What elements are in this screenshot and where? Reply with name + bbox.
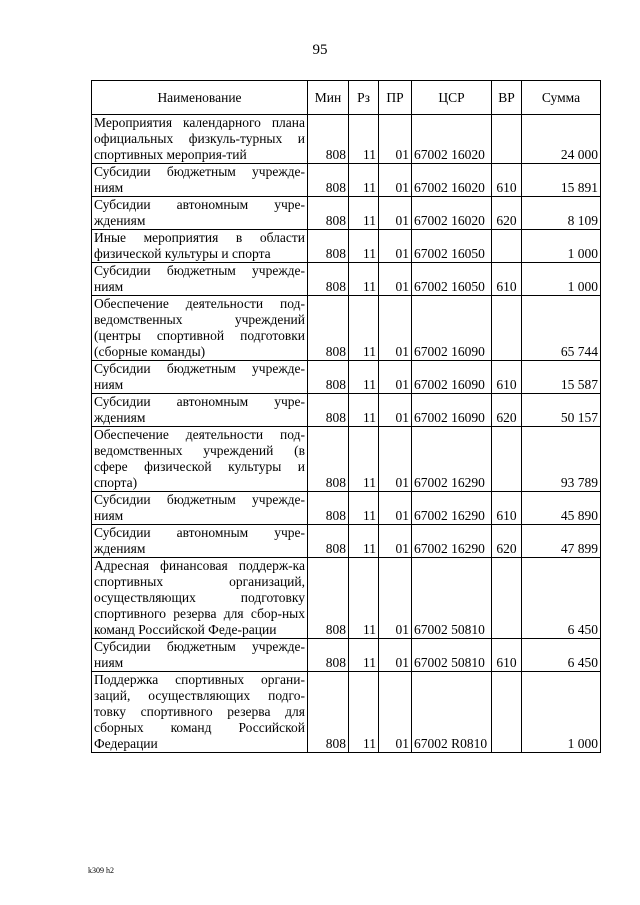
row-pr: 01	[379, 672, 412, 753]
row-rz: 11	[349, 115, 379, 164]
row-name: Субсидии бюджетным учрежде-ниям	[92, 639, 308, 672]
row-vr: 620	[492, 394, 522, 427]
row-min: 808	[308, 197, 349, 230]
row-pr: 01	[379, 197, 412, 230]
header-min: Мин	[308, 81, 349, 115]
row-rz: 11	[349, 427, 379, 492]
row-name: Поддержка спортивных органи-заций, осуществляющих подго-товку спортивного резерва для сборных команд Российской Федерации	[92, 672, 308, 753]
row-name: Субсидии бюджетным учрежде-ниям	[92, 492, 308, 525]
row-sum: 6 450	[522, 639, 601, 672]
table-row	[92, 672, 601, 753]
row-sum: 1 000	[522, 263, 601, 296]
row-csr: 67002 16090	[412, 296, 492, 361]
table-row	[92, 492, 601, 525]
header-rz: Рз	[349, 81, 379, 115]
row-min: 808	[308, 115, 349, 164]
row-sum: 8 109	[522, 197, 601, 230]
row-pr: 01	[379, 164, 412, 197]
row-rz: 11	[349, 672, 379, 753]
header-name: Наименование	[92, 81, 308, 115]
row-rz: 11	[349, 492, 379, 525]
row-name: Субсидии автономным учре-ждениям	[92, 197, 308, 230]
table-row	[92, 361, 601, 394]
row-pr: 01	[379, 558, 412, 639]
table-row	[92, 164, 601, 197]
row-pr: 01	[379, 639, 412, 672]
row-csr: 67002 50810	[412, 558, 492, 639]
row-sum: 1 000	[522, 672, 601, 753]
row-sum: 45 890	[522, 492, 601, 525]
row-name: Мероприятия календарного плана официальных физкуль-турных и спортивных мероприя-тий	[92, 115, 308, 164]
row-min: 808	[308, 230, 349, 263]
row-name: Адресная финансовая поддерж-ка спортивных организаций, осуществляющих подготовку спортивного резерва для сбор-ных команд Российской Феде-рации	[92, 558, 308, 639]
row-name: Субсидии бюджетным учрежде-ниям	[92, 263, 308, 296]
row-pr: 01	[379, 361, 412, 394]
row-csr: 67002 16090	[412, 394, 492, 427]
table-row	[92, 427, 601, 492]
row-min: 808	[308, 492, 349, 525]
row-min: 808	[308, 427, 349, 492]
row-rz: 11	[349, 197, 379, 230]
row-pr: 01	[379, 296, 412, 361]
row-min: 808	[308, 361, 349, 394]
row-rz: 11	[349, 263, 379, 296]
row-vr	[492, 115, 522, 164]
row-pr: 01	[379, 492, 412, 525]
table-row	[92, 394, 601, 427]
row-sum: 65 744	[522, 296, 601, 361]
row-rz: 11	[349, 164, 379, 197]
page-number: 95	[312, 42, 328, 58]
row-pr: 01	[379, 525, 412, 558]
row-pr: 01	[379, 394, 412, 427]
table-row	[92, 115, 601, 164]
row-sum: 50 157	[522, 394, 601, 427]
row-vr	[492, 558, 522, 639]
row-vr: 610	[492, 361, 522, 394]
row-min: 808	[308, 263, 349, 296]
row-sum: 47 899	[522, 525, 601, 558]
row-csr: 67002 R0810	[412, 672, 492, 753]
budget-table	[91, 80, 601, 753]
row-name: Обеспечение деятельности под-ведомственных учреждений (центры спортивной подготовки (сборные команды)	[92, 296, 308, 361]
row-name: Иные мероприятия в области физической культуры и спорта	[92, 230, 308, 263]
table-row	[92, 296, 601, 361]
row-name: Субсидии автономным учре-ждениям	[92, 525, 308, 558]
header-sum: Сумма	[522, 81, 601, 115]
row-sum: 24 000	[522, 115, 601, 164]
row-pr: 01	[379, 115, 412, 164]
header-vr: ВР	[492, 81, 522, 115]
table-row	[92, 525, 601, 558]
header-csr: ЦСР	[412, 81, 492, 115]
row-sum: 15 587	[522, 361, 601, 394]
row-pr: 01	[379, 230, 412, 263]
row-vr: 610	[492, 164, 522, 197]
row-vr: 610	[492, 492, 522, 525]
row-name: Субсидии бюджетным учрежде-ниям	[92, 164, 308, 197]
row-vr	[492, 672, 522, 753]
table-row	[92, 230, 601, 263]
row-min: 808	[308, 639, 349, 672]
table-row	[92, 558, 601, 639]
row-sum: 93 789	[522, 427, 601, 492]
row-csr: 67002 16050	[412, 230, 492, 263]
row-csr: 67002 50810	[412, 639, 492, 672]
row-vr: 620	[492, 525, 522, 558]
row-csr: 67002 16290	[412, 525, 492, 558]
table-row	[92, 639, 601, 672]
row-rz: 11	[349, 394, 379, 427]
row-min: 808	[308, 394, 349, 427]
row-vr: 610	[492, 263, 522, 296]
row-sum: 15 891	[522, 164, 601, 197]
row-min: 808	[308, 558, 349, 639]
row-rz: 11	[349, 525, 379, 558]
row-vr	[492, 230, 522, 263]
row-min: 808	[308, 164, 349, 197]
row-vr: 620	[492, 197, 522, 230]
row-sum: 6 450	[522, 558, 601, 639]
row-rz: 11	[349, 361, 379, 394]
row-csr: 67002 16020	[412, 197, 492, 230]
row-vr	[492, 427, 522, 492]
row-csr: 67002 16290	[412, 492, 492, 525]
row-name: Обеспечение деятельности под-ведомственных учреждений (в сфере физической культуры и спорта)	[92, 427, 308, 492]
row-rz: 11	[349, 558, 379, 639]
row-sum: 1 000	[522, 230, 601, 263]
row-rz: 11	[349, 296, 379, 361]
row-pr: 01	[379, 427, 412, 492]
row-pr: 01	[379, 263, 412, 296]
row-csr: 67002 16090	[412, 361, 492, 394]
row-min: 808	[308, 672, 349, 753]
row-min: 808	[308, 296, 349, 361]
row-name: Субсидии бюджетным учрежде-ниям	[92, 361, 308, 394]
header-row	[92, 81, 601, 115]
table-row	[92, 197, 601, 230]
row-vr	[492, 296, 522, 361]
row-rz: 11	[349, 639, 379, 672]
row-csr: 67002 16050	[412, 263, 492, 296]
row-csr: 67002 16020	[412, 115, 492, 164]
row-name: Субсидии автономным учре-ждениям	[92, 394, 308, 427]
row-csr: 67002 16020	[412, 164, 492, 197]
row-vr: 610	[492, 639, 522, 672]
table-row	[92, 263, 601, 296]
row-rz: 11	[349, 230, 379, 263]
row-min: 808	[308, 525, 349, 558]
row-csr: 67002 16290	[412, 427, 492, 492]
header-pr: ПР	[379, 81, 412, 115]
footer-code: k309 h2	[88, 866, 114, 875]
